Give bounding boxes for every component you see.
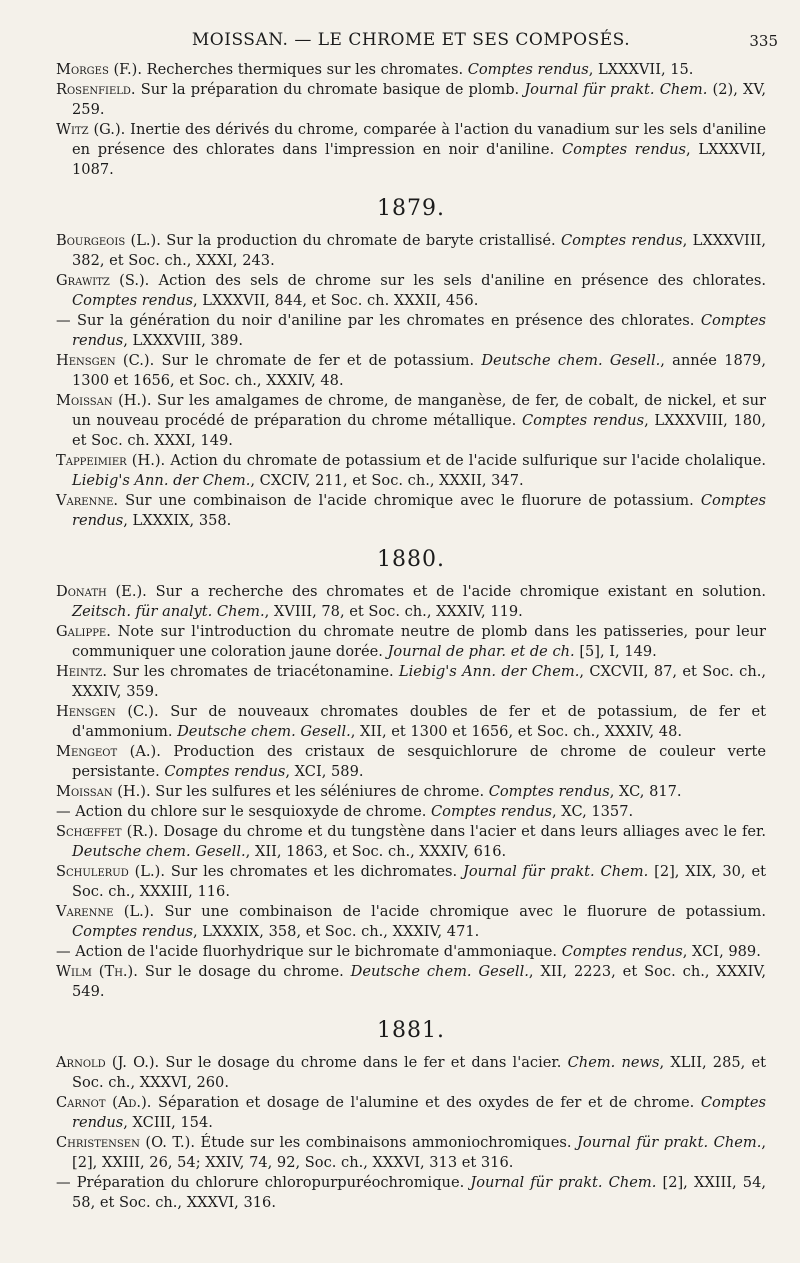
- entry-reference: , XCIII, 154.: [123, 1114, 213, 1131]
- bibliography-entry: [56, 942, 766, 962]
- entry-title: Action des sels de chrome sur les sels d'aniline en présence des chlorates.: [149, 272, 766, 289]
- entry-title: Recherches thermiques sur les chromates.: [141, 61, 468, 78]
- entry-title: Sur les chromates de triacétonamine.: [106, 663, 399, 680]
- bibliography-entry: [56, 742, 766, 782]
- entry-source: Chem. news: [567, 1054, 660, 1071]
- entry-title: Sur le dosage du chrome dans le fer et dans l'acier.: [159, 1054, 568, 1071]
- entry-author: Witz (G.).: [56, 121, 126, 138]
- year-heading: 1879.: [377, 196, 445, 221]
- bibliography-entry: [56, 271, 766, 311]
- entry-source: Liebig's Ann. der Chem.: [398, 663, 580, 680]
- entry-source: Deutsche chem. Gesell.: [350, 963, 529, 980]
- entry-source: Journal für prakt. Chem.: [524, 81, 708, 98]
- entry-author: Donath (E.).: [56, 583, 147, 600]
- entry-title: Action du chlore sur le sesquioxyde de chrome.: [70, 803, 432, 820]
- entry-reference: , XLII, 285, et Soc. ch., XXXVI, 260.: [72, 1054, 766, 1091]
- entry-reference: , XCI, 989.: [682, 943, 761, 960]
- entry-author: Tappeimier (H.).: [56, 452, 166, 469]
- entry-reference: , LXXXVIII, 180, et Soc. ch. XXXI, 149.: [72, 412, 766, 449]
- bibliography-entry: [56, 862, 766, 902]
- entry-reference: , CXCIV, 211, et Soc. ch., XXXII, 347.: [250, 472, 524, 489]
- entry-title: Action de l'acide fluorhydrique sur le bichromate d'ammoniaque.: [70, 943, 562, 960]
- entry-source: Deutsche chem. Gesell.: [481, 352, 661, 369]
- bibliography-entry: [56, 60, 766, 80]
- bibliography-entry: [56, 391, 766, 451]
- entry-reference: , XVIII, 78, et Soc. ch., XXXIV, 119.: [264, 603, 523, 620]
- bibliography-entry: [56, 902, 766, 942]
- entry-author: Hensgen (C.).: [56, 703, 159, 720]
- entry-reference: , [2], XXIII, 26, 54; XXIV, 74, 92, Soc. ch., XXXVI, 313 et 316.: [72, 1134, 766, 1171]
- entry-source: Comptes rendus: [72, 1094, 766, 1131]
- entry-reference: , CXCVII, 87, et Soc. ch., XXXIV, 359.: [72, 663, 766, 700]
- entry-source: Liebig's Ann. der Chem.: [72, 472, 251, 489]
- bibliography-entry: [56, 702, 766, 742]
- entry-author: Mengeot (A.).: [56, 743, 161, 760]
- entry-author: Heintz.: [56, 663, 107, 680]
- entry-author: Moissan (H.).: [56, 783, 151, 800]
- entry-author: —: [56, 943, 71, 960]
- entry-author: Rosenfield.: [56, 81, 136, 98]
- entry-title: Action du chromate de potassium et de l'acide sulfurique sur l'acide cholalique.: [165, 452, 766, 469]
- page-number: 335: [749, 32, 778, 50]
- entry-reference: , XC, 1357.: [552, 803, 634, 820]
- entry-title: Inertie des dérivés du chrome, comparée à l'action du vanadium sur les sels d'aniline en présence des chlorates dans l'impression en noir d'aniline.: [72, 121, 766, 158]
- entry-author: Arnold (J. O.).: [56, 1054, 160, 1071]
- bibliography-entry: [56, 822, 766, 862]
- entry-reference: , LXXXVII, 1087.: [72, 141, 766, 178]
- entry-source: Journal de phar. et de ch.: [387, 643, 575, 660]
- entry-reference: , année 1879, 1300 et 1656, et Soc. ch., XXXIV, 48.: [72, 352, 766, 389]
- entry-source: Comptes rendus: [431, 803, 553, 820]
- entry-author: Moissan (H.).: [56, 392, 152, 409]
- bibliography-entry: [56, 1093, 766, 1133]
- entry-reference: , LXXXIX, 358, et Soc. ch., XXXIV, 471.: [193, 923, 480, 940]
- bibliography-entry: [56, 622, 766, 662]
- bibliography-entry: [56, 80, 766, 120]
- entry-title: Sur la préparation du chromate basique de plomb.: [135, 81, 525, 98]
- entry-source: Deutsche chem. Gesell.: [177, 723, 351, 740]
- entry-title: Sur la production du chromate de baryte cristallisé.: [160, 232, 561, 249]
- running-title: MOISSAN. — LE CHROME ET SES COMPOSÉS.: [191, 30, 631, 50]
- entry-source: Comptes rendus: [72, 492, 766, 529]
- running-head: [56, 30, 778, 60]
- entry-title: Sur les chromates et les dichromates.: [164, 863, 463, 880]
- bibliography-entry: [56, 491, 766, 531]
- entry-source: Journal für prakt. Chem.: [577, 1134, 762, 1151]
- entry-author: Varenne.: [56, 492, 119, 509]
- document-page: [56, 30, 778, 1213]
- entry-author: —: [56, 803, 71, 820]
- bibliography-entry: [56, 582, 766, 622]
- entry-title: Dosage du chrome et du tungstène dans l'acier et dans leurs alliages avec le fer.: [158, 823, 766, 840]
- entry-title: Sur de nouveaux chromates doubles de fer et de potassium, de fer et d'ammonium.: [72, 703, 766, 740]
- entry-reference: , XC, 817.: [609, 783, 682, 800]
- bibliography-entry: [56, 802, 766, 822]
- bibliography: [56, 60, 766, 1213]
- bibliography-entry: [56, 311, 766, 351]
- entry-source: Comptes rendus: [561, 943, 683, 960]
- entry-source: Comptes rendus: [72, 923, 194, 940]
- entry-reference: , LXXXIX, 358.: [123, 512, 232, 529]
- entry-reference: , LXXXVII, 844, et Soc. ch. XXXII, 456.: [193, 292, 479, 309]
- entry-title: Sur les amalgames de chrome, de manganèse, de fer, de cobalt, de nickel, et sur un nouveau procédé de préparation du chrome métallique.: [72, 392, 766, 429]
- entry-reference: [2], XXIII, 54, 58, et Soc. ch., XXXVI, 316.: [72, 1174, 766, 1211]
- entry-title: Sur le chromate de fer et de potassium.: [154, 352, 482, 369]
- entry-source: Comptes rendus: [467, 61, 589, 78]
- entry-title: Sur a recherche des chromates et de l'acide chromique existant en solution.: [146, 583, 767, 600]
- entry-author: Morges (F.).: [56, 61, 142, 78]
- entry-title: Étude sur les combinaisons ammoniochromiques.: [194, 1134, 578, 1151]
- bibliography-entry: [56, 231, 766, 271]
- entry-reference: , LXXXVII, 15.: [588, 61, 694, 78]
- entry-reference: [5], I, 149.: [574, 643, 657, 660]
- entry-title: Note sur l'introduction du chromate neutre de plomb dans les patisseries, pour leur communiquer une coloration jaune dorée.: [72, 623, 766, 660]
- bibliography-entry: [56, 1173, 766, 1213]
- entry-source: Comptes rendus: [561, 141, 687, 158]
- entry-author: Schœffet (R.).: [56, 823, 159, 840]
- entry-reference: , XII, et 1300 et 1656, et Soc. ch., XXXIV, 48.: [350, 723, 683, 740]
- entry-title: Préparation du chlorure chloropurpuréochromique.: [70, 1174, 471, 1191]
- entry-reference: , LXXXVIII, 382, et Soc. ch., XXXI, 243.: [72, 232, 766, 269]
- entry-source: Deutsche chem. Gesell.: [72, 843, 246, 860]
- entry-reference: [2], XIX, 30, et Soc. ch., XXXIII, 116.: [72, 863, 766, 900]
- entry-reference: (2), XV, 259.: [72, 81, 766, 118]
- bibliography-entry: [56, 1133, 766, 1173]
- entry-author: Hensgen (C.).: [56, 352, 155, 369]
- entry-title: Sur la génération du noir d'aniline par les chromates en présence des chlorates.: [70, 312, 701, 329]
- entry-author: Bourgeois (L.).: [56, 232, 161, 249]
- entry-author: Wilm (Th.).: [56, 963, 138, 980]
- entry-author: Varenne (L.).: [56, 903, 155, 920]
- entry-title: Production des cristaux de sesquichlorure de chrome de couleur verte persistante.: [72, 743, 766, 780]
- entry-reference: , XCI, 589.: [285, 763, 364, 780]
- entry-source: Journal für prakt. Chem.: [470, 1174, 657, 1191]
- entry-author: Grawitz (S.).: [56, 272, 150, 289]
- entry-source: Comptes rendus: [521, 412, 645, 429]
- bibliography-entry: [56, 782, 766, 802]
- bibliography-entry: [56, 662, 766, 702]
- entry-reference: , XII, 1863, et Soc. ch., XXXIV, 616.: [245, 843, 507, 860]
- entry-title: Sur une combinaison de l'acide chromique avec le fluorure de potassium.: [118, 492, 701, 509]
- entry-reference: , XII, 2223, et Soc. ch., XXXIV, 549.: [72, 963, 766, 1000]
- entry-author: —: [56, 1174, 71, 1191]
- entry-author: Schulerud (L.).: [56, 863, 165, 880]
- entry-source: Comptes rendus: [488, 783, 610, 800]
- entry-title: Séparation et dosage de l'alumine et des oxydes de fer et de chrome.: [151, 1094, 701, 1111]
- entry-source: Comptes rendus: [72, 292, 194, 309]
- bibliography-entry: [56, 351, 766, 391]
- entry-author: Galippe.: [56, 623, 111, 640]
- entry-author: —: [56, 312, 71, 329]
- entry-title: Sur le dosage du chrome.: [137, 963, 351, 980]
- bibliography-entry: [56, 451, 766, 491]
- bibliography-entry: [56, 1053, 766, 1093]
- entry-source: Zeitsch. für analyt. Chem.: [72, 603, 265, 620]
- entry-title: Sur une combinaison de l'acide chromique avec le fluorure de potassium.: [154, 903, 766, 920]
- entry-source: Comptes rendus: [560, 232, 683, 249]
- entry-author: Christensen (O. T.).: [56, 1134, 195, 1151]
- entry-title: Sur les sulfures et les séléniures de chrome.: [150, 783, 489, 800]
- year-heading: 1881.: [377, 1018, 445, 1043]
- entry-source: Comptes rendus: [72, 312, 766, 349]
- entry-source: Comptes rendus: [164, 763, 286, 780]
- bibliography-entry: [56, 120, 766, 180]
- entry-author: Carnot (Ad.).: [56, 1094, 152, 1111]
- entry-source: Journal für prakt. Chem.: [462, 863, 649, 880]
- bibliography-entry: [56, 962, 766, 1002]
- entry-reference: , LXXXVIII, 389.: [123, 332, 243, 349]
- year-heading: 1880.: [377, 547, 445, 572]
